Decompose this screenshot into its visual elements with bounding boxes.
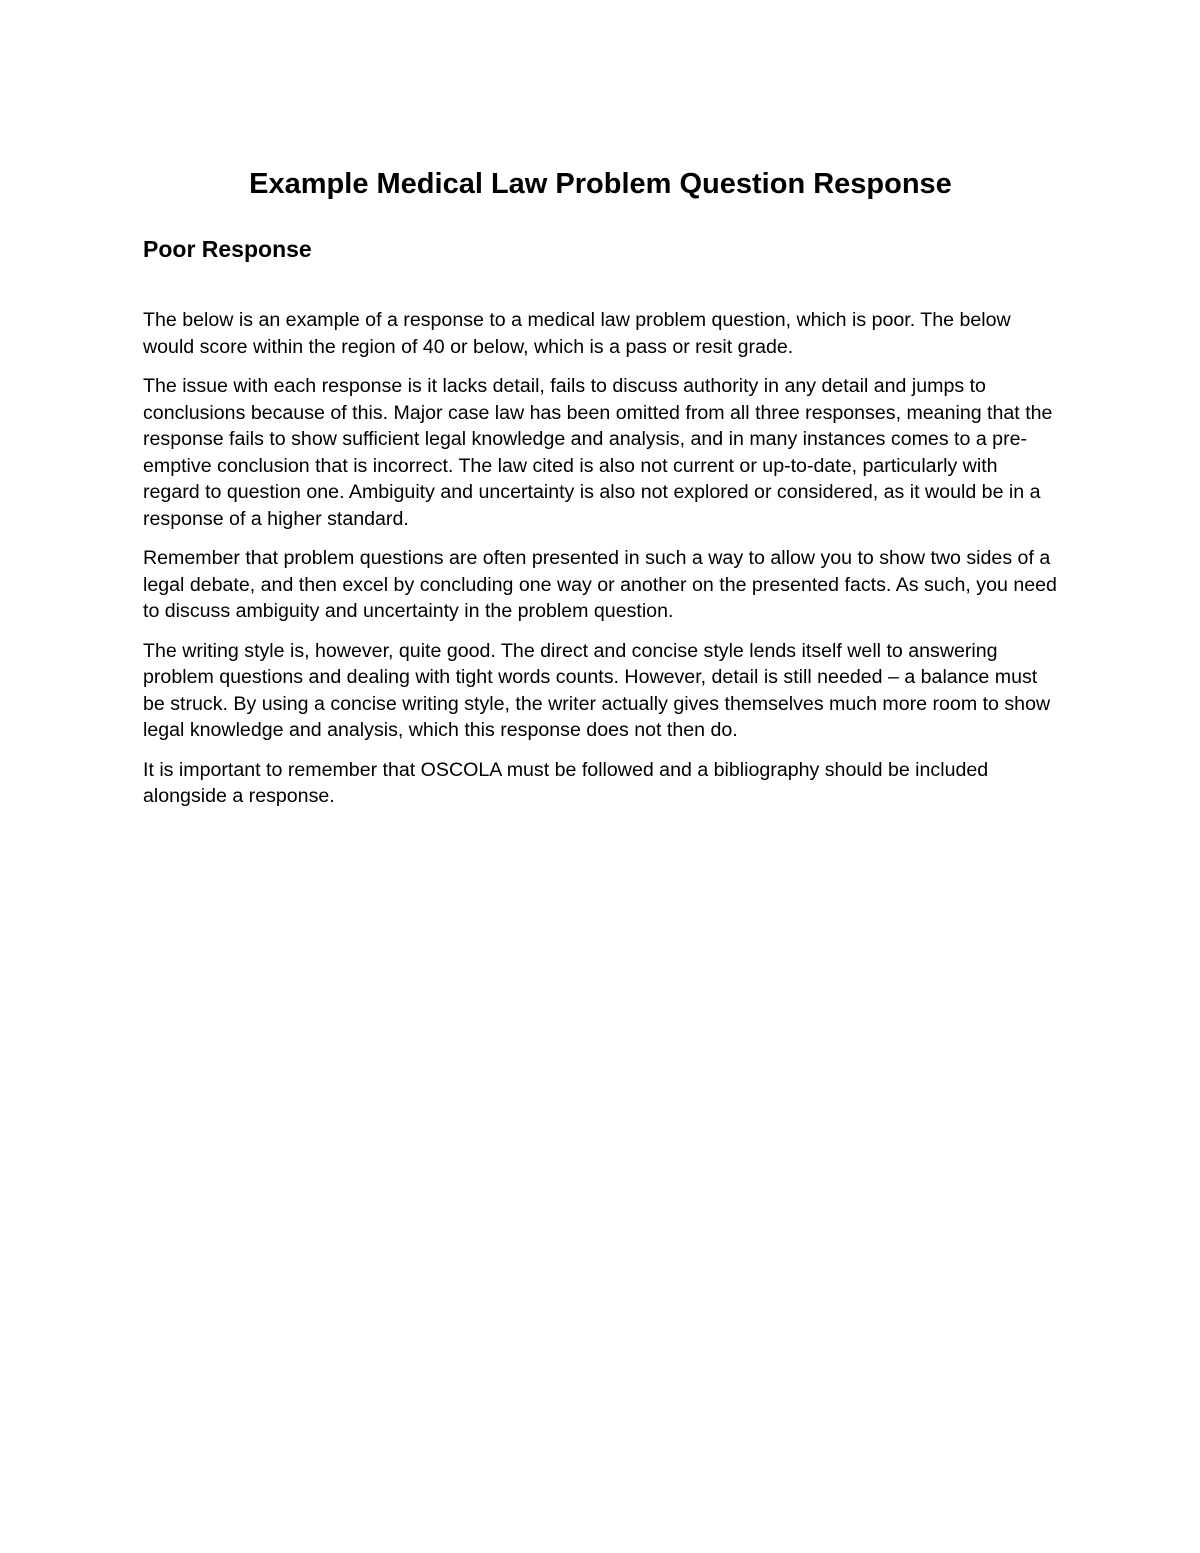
document-body: [143, 162, 1058, 823]
section-heading: Poor Response: [143, 236, 312, 262]
document-title: Example Medical Law Problem Question Response: [249, 168, 952, 200]
paragraph-issues: The issue with each response is it lacks detail, fails to discuss authority in any detail and jumps to conclusions because of this. Major case law has been omitted from all three responses, meaning that the response fails to show sufficient legal knowledge and analysis, and in many instances comes to a pre-emptive conclusion that is incorrect. The law cited is also not current or up-to-date, particularly with regard to question one. Ambiguity and uncertainty is also not explored or considered, as it would be in a response of a higher standard.: [143, 375, 1053, 530]
paragraph-reminder: Remember that problem questions are often presented in such a way to allow you to show two sides of a legal debate, and then excel by concluding one way or another on the presented facts. As such, you need to discuss ambiguity and uncertainty in the problem question.: [143, 547, 1057, 622]
paragraph-intro: The below is an example of a response to a medical law problem question, which is poor. The below would score within the region of 40 or below, which is a pass or resit grade.: [143, 309, 1011, 358]
paragraph-oscola: It is important to remember that OSCOLA must be followed and a bibliography should be included alongside a response.: [143, 758, 989, 807]
paragraph-writing-style: The writing style is, however, quite good. The direct and concise style lends itself well to answering problem questions and dealing with tight words counts. However, detail is still needed – a balance must be struck. By using a concise writing style, the writer actually gives themselves much more room to show legal knowledge and analysis, which this response does not then do.: [143, 639, 1051, 741]
